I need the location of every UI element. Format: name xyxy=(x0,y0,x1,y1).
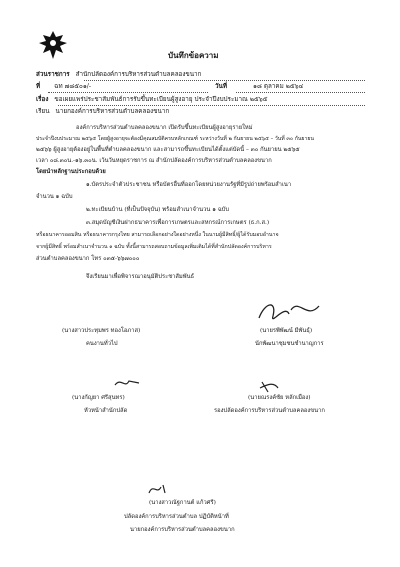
date-row xyxy=(215,84,303,90)
to-row xyxy=(36,109,169,115)
signer-name: (นางกัญยา ศรีสุนทร) xyxy=(72,395,125,401)
date-value: ๑๘ ตุลาคม ๒๕๖๔ xyxy=(253,83,304,90)
garuda-emblem xyxy=(36,28,70,62)
memo-title: บันทึกข้อความ xyxy=(168,50,219,60)
ref-value: ฉท ๗๘๕๐๑/- xyxy=(54,83,92,90)
evidence-line: ๓.สมุดบัญชีเงินฝากธนาคารเพื่อการเกษตรและสหกรณ์การเกษตร (ธ.ก.ส.) xyxy=(86,220,270,226)
signer-name: (นายรพีพัฒน์ มีพันธุ์) xyxy=(260,328,313,334)
date-label: วันที่ xyxy=(215,83,227,90)
signature-mark xyxy=(147,481,173,497)
ref-label: ที่ xyxy=(36,83,41,90)
body-line: เวลา ๐๘.๓๐น.-๑๖.๓๐น. เว้นวันหยุดราชการ ณ สำนักปลัดองค์การบริหารส่วนตำบลคลองขนาก xyxy=(36,158,272,164)
to-label: เรียน xyxy=(36,108,50,115)
signer-position: รองปลัดองค์การบริหารส่วนตำบลคลองขนาก xyxy=(214,408,325,414)
signer-name: (นายณรงค์ชัย หลักเมือง) xyxy=(248,395,311,401)
evidence-line: หรือธนาคารออมสิน หรือธนาคารกรุงไทย สามารถเลือกอย่างใดอย่างหนึ่ง ในนามผู้มีสิทธิ์/ผู้ได้รับมอบอำนาจ xyxy=(36,232,279,238)
subject-row xyxy=(36,97,268,103)
signer-position: คนงานทั่วไป xyxy=(86,341,118,347)
closing-text: จึงเรียนมาเพื่อพิจารณาอนุมัติประชาสัมพันธ์ xyxy=(86,274,195,280)
evidence-title: โดยนำหลักฐานประกอบด้วย xyxy=(36,169,106,175)
signer-position: นายกองค์การบริหารส่วนตำบลคลองขนาก xyxy=(130,527,235,533)
body-line: ประจำปีงบประมาณ ๒๕๖๕ โดยผู้สูงอายุจะต้องมีคุณสมบัติครบหลักเกณฑ์ ระหว่างวันที่ ๒ กันยายน ๒๕๖๕ – วันที่ ๓๐ กันยายน xyxy=(36,136,314,142)
signer-name: (นางสาวณัฐกานต์ แก้วศรี) xyxy=(149,500,216,506)
subject-label: เรื่อง xyxy=(36,96,49,103)
to-value: นายกองค์การบริหารส่วนตำบลคลองขนาก xyxy=(55,108,170,115)
signature-mark xyxy=(258,378,282,396)
signer-position: ปลัดองค์การบริหารส่วนตำบล ปฏิบัติหน้าที่ xyxy=(124,514,229,520)
evidence-line: ๑.บัตรประจำตัวประชาชน หรือบัตรอื่นที่ออกโดยหน่วยงานรัฐที่มีรูปถ่ายพร้อมสำเนา xyxy=(86,182,292,188)
agency-label: ส่วนราชการ xyxy=(36,71,70,78)
signature-mark xyxy=(113,375,143,391)
evidence-line: จากผู้มีสิทธิ์ พร้อมสำเนาจำนวน ๑ ฉบับ ทั้งนี้สามารถสอบถามข้อมูลเพิ่มเติมได้ที่สำนักปลัดองค์การบริหาร xyxy=(36,244,272,250)
body-line: ๒๕๖๖ ผู้สูงอายุต้องอยู่ในพื้นที่ตำบลคลองขนาก และสามารถขึ้นทะเบียนได้ตั้งแต่บัดนี้ – ๓๐ กันยายน ๒๕๖๕ xyxy=(36,147,300,153)
evidence-line: ส่วนตำบลคลองขนาก โทร ๐๓๕-๖๖๗๐๐๐ xyxy=(36,256,140,262)
ref-row xyxy=(36,84,91,90)
evidence-line: ๒.ทะเบียนบ้าน (ที่เป็นปัจจุบัน) พร้อมสำเนาจำนวน ๑ ฉบับ xyxy=(86,207,230,213)
signer-name: (นางสาวประทุมพร ทองโอภาส) xyxy=(62,328,141,334)
subject-value: ขอเผยแพร่ประชาสัมพันธ์การรับขึ้นทะเบียนผู้สูงอายุ ประจำปีงบประมาณ ๒๕๖๕ xyxy=(54,96,268,103)
agency-row xyxy=(36,72,201,78)
evidence-line: จำนวน ๑ ฉบับ xyxy=(36,194,73,200)
signer-position: หัวหน้าสำนักปลัด xyxy=(84,408,128,414)
agency-value: สำนักปลัดองค์การบริหารส่วนตำบลคลองขนาก xyxy=(75,71,202,78)
body-line: องค์การบริหารส่วนตำบลคลองขนาก เปิดรับขึ้นทะเบียนผู้สูงอายุรายใหม่ xyxy=(76,125,253,131)
signature-mark xyxy=(255,296,325,330)
signer-position: นักพัฒนาชุมชนชำนาญการ xyxy=(255,341,324,347)
